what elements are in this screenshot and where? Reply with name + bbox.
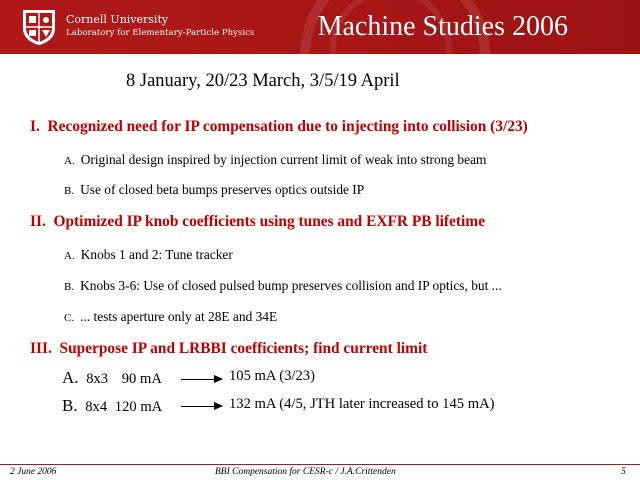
- arrow-right-icon: [181, 379, 222, 380]
- item-text: Knobs 3-6: Use of closed pulsed bump preserves collision and IP optics, but ...: [80, 278, 502, 293]
- item-text: Original design inspired by injection current limit of weak into strong beam: [80, 152, 487, 167]
- section-3-heading: [30, 340, 427, 358]
- section-1-item-a: [64, 152, 486, 168]
- item-letter: B.: [64, 281, 75, 293]
- section-3-item-a: [62, 368, 162, 388]
- section-3-item-b: [62, 396, 162, 416]
- footer-title: BBI Compensation for CESR-c / J.A.Crittenden: [215, 467, 396, 477]
- study-dates: 8 January, 20/23 March, 3/5/19 April: [126, 71, 400, 91]
- arrow-right-icon: [181, 406, 222, 407]
- university-name: Cornell University: [66, 13, 169, 26]
- section-2-heading: [30, 213, 485, 231]
- item-letter: A.: [64, 250, 75, 262]
- item-text: ... tests aperture only at 28E and 34E: [80, 309, 278, 324]
- item-letter: A.: [62, 368, 79, 387]
- section-3-text: Superpose IP and LRBBI coefficients; find current limit: [59, 340, 428, 357]
- item-from-current: 90 mA: [121, 371, 162, 387]
- section-1-item-b: [64, 182, 364, 198]
- footer-date: 2 June 2006: [10, 467, 57, 477]
- item-letter: C.: [64, 312, 75, 324]
- section-1-text: Recognized need for IP compensation due to injecting into collision (3/23): [47, 118, 528, 135]
- item-from-current: 120 mA: [114, 399, 163, 415]
- section-2-number: II.: [30, 213, 46, 230]
- section-2-item-a: [64, 247, 233, 263]
- footer-divider: [0, 464, 640, 465]
- item-letter: A.: [64, 155, 75, 167]
- page-number: 5: [621, 467, 626, 477]
- lab-name: Laboratory for Elementary-Particle Physics: [66, 28, 255, 38]
- section-3-item-a-result: 105 mA (3/23): [229, 368, 315, 384]
- section-2-text: Optimized IP knob coefficients using tunes and EXFR PB lifetime: [53, 213, 485, 230]
- section-3-item-b-result: 132 mA (4/5, JTH later increased to 145 mA): [229, 396, 495, 412]
- section-1-heading: [30, 118, 528, 136]
- section-1-number: I.: [30, 118, 40, 135]
- slide-title: Machine Studies 2006: [317, 11, 568, 42]
- item-config: 8x4: [85, 399, 108, 415]
- item-letter: B.: [62, 396, 78, 415]
- item-text: Use of closed beta bumps preserves optics outside IP: [80, 182, 365, 197]
- header-banner: [0, 0, 640, 54]
- item-letter: B.: [64, 185, 75, 197]
- section-3-number: III.: [30, 340, 52, 357]
- section-2-item-c: [64, 309, 277, 325]
- item-text: Knobs 1 and 2: Tune tracker: [80, 247, 233, 262]
- section-2-item-b: [64, 278, 502, 294]
- item-config: 8x3: [86, 371, 109, 387]
- cornell-logo-icon: [20, 8, 58, 46]
